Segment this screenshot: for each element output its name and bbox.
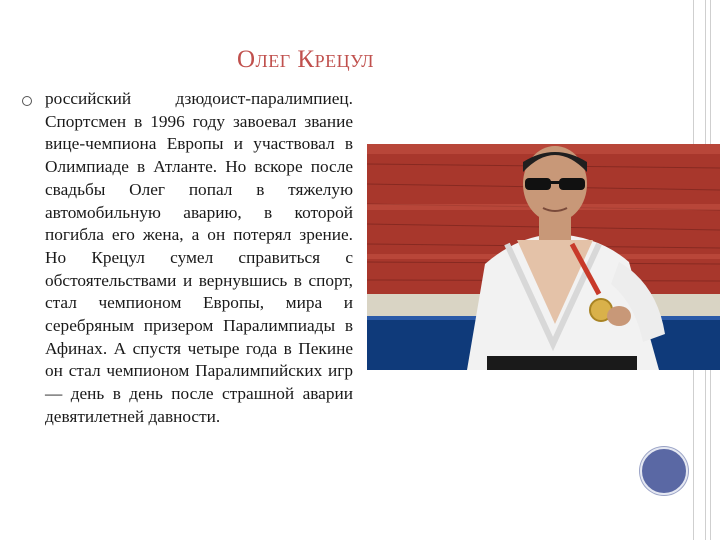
bullet-icon [22,96,32,106]
decorative-circle-icon [640,447,688,495]
slide-body-text: российский дзюдоист-паралимпиец. Спортсмен в 1996 году завоевал звание вице-чемпиона Европы и участвовал в Олимпиаде в Атланте. Но вскоре после свадьбы Олег попал в тяжелую автомобильную аварию, в которой погибла его жена, а он потерял зрение. Но Крецул сумел справиться с обстоятельствами и вернувшись в спорт, стал чемпионом Европы, мира и серебряным призером Паралимпиады в Афинах. А спустя четыре года в Пекине он стал чемпионом Паралимпийских игр — день в день после страшной аварии девятилетней давности. [45,89,353,426]
athlete-photo [367,144,720,370]
slide-title: Олег Крецул [237,46,375,73]
